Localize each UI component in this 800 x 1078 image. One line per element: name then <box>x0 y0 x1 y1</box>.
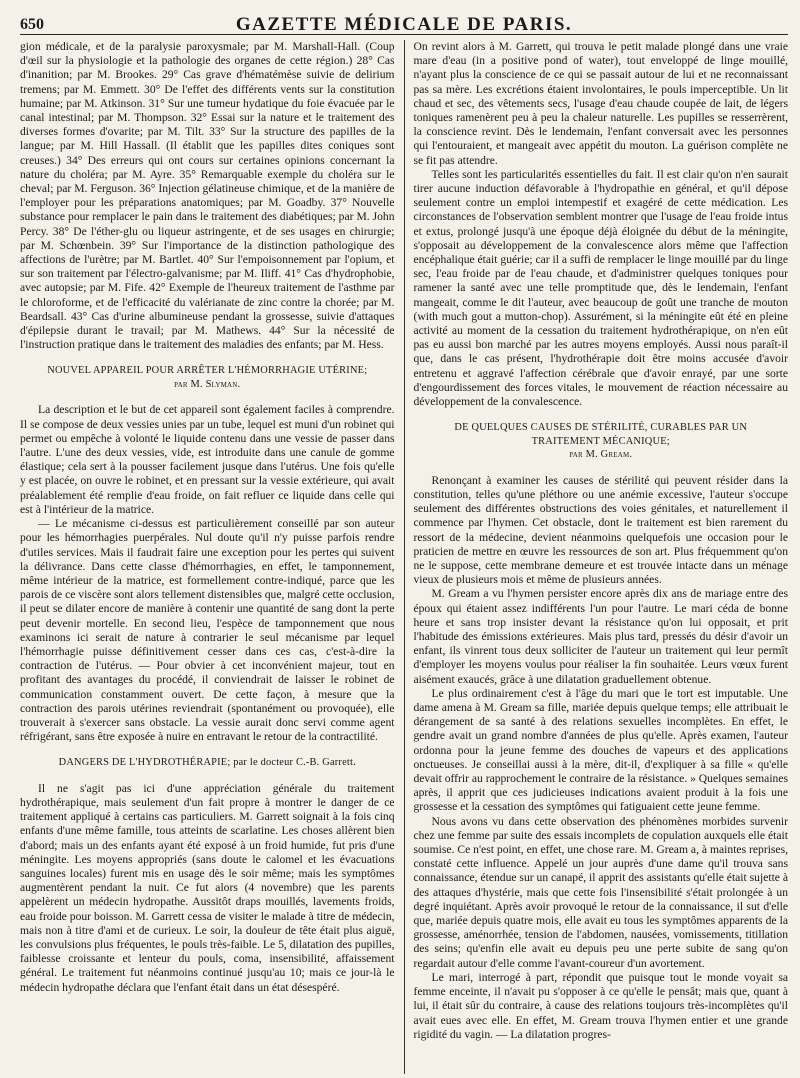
paragraph: Renonçant à examiner les causes de stérilité qui peuvent résider dans la constitution, telles qu'une pléthore ou une anémie excessive, l'auteur s'occupe seulement des différentes obstructions des voies génitales, et naturellement il commence par l'hymen. Cet obstacle, dont le traitement est bien rarement du ressort de la médecine, devient néanmoins quelquefois une occasion pour le praticien de mettre en œuvre les ressources de son art. Plus fréquemment qu'on ne le suppose, cette membrane demeure et est trouvée intacte dans un ménage vieux de plusieurs mois et même de plusieurs années. <box>413 473 788 587</box>
paragraph: La description et le but de cet appareil sont également faciles à comprendre. Il se compose de deux vessies unies par un tube, lequel est muni d'un robinet qui permet ou empêche à volonté le liquide contenu dans une vessie de passer dans l'autre. L'une des deux vessies, vide, est introduite dans une canule de gomme élastique; cela sert à la pousser facilement jusque dans l'utérus. Une fois qu'elle y est placée, on ouvre le robinet, et en pressant sur la vessie extérieure, qui avait préalablement été remplie d'eau froide, on fait refluer ce liquide dans celle qui est à l'intérieur de la matrice. <box>20 403 395 516</box>
paragraph: On revint alors à M. Garrett, qui trouva le petit malade plongé dans une vraie mare d'eau (in a positive pond of water), tout enveloppé de linge mouillé, n'ayant plus la conscience de ce qui se passait autour de lui et ne reconnaissant pas sa mère. Les excrétions étaient involontaires, le pouls imperceptible. Un lit chaud et sec, des vêtements secs, l'usage d'eau chaude coupée de lait, de légers toniques ramenèrent peu à peu la chaleur naturelle. Les pupilles se resserrèrent, la conscience revint. Dès le lendemain, l'enfant conversait avec les personnes qui l'entouraient, et mangeait avec appétit du mouton. La guérison complète ne se fit pas attendre. <box>413 40 788 167</box>
paragraph: — Le mécanisme ci-dessus est particulièrement conseillé par son auteur pour les hémorrhagies puerpérales. Nul doute qu'il n'y puisse parfois rendre d'utiles services. Mais il faudrait faire une exception pour les pertes qui suivent la délivrance. Dans cette classe d'hémorrhagies, en effet, le tamponnement, même intérieur de la matrice, est formellement contre-indiqué, parce que les parois de ce viscère sont alors tellement distensibles que, malgré cette occlusion, il peut se dilater encore de manière à contenir une quantité de sang dont la perte peut devenir mortelle. En second lieu, l'espèce de tamponnement que nous examinons ici serait de nature à contrarier le seul mécanisme par lequel l'hémorrhagie puisse définitivement cesser dans ces cas, c'est-à-dire la contraction de l'utérus. — Pour obvier à cet inconvénient majeur, tout en profitant des avantages du procédé, il conviendrait de laisser le robinet de communication constamment ouvert. De cette façon, à mesure que la contraction des parois utérines reviendrait (spontanément ou provoquée), elle trouverait à s'exercer sans obstacle. La vessie aurait donc servi comme agent réfrigérant, sans être exposée à nuire en entravant le retour de la contractilité. <box>20 517 395 744</box>
article-author: par M. Gream. <box>569 449 633 461</box>
paragraph: Le plus ordinairement c'est à l'âge du mari que le tort est imputable. Une dame amena à M. Gream sa fille, mariée depuis quelque temps; elle attribuait le dérangement de sa santé à des relations sexuelles incomplètes. En effet, le gendre avait un grand nombre d'années de plus qu'elle. Après examen, l'auteur ordonna pour la jeune femme des douches de vapeurs et des applications onctueuses. Je conseillai aussi à la mère, dit-il, d'expliquer à sa fille « qu'elle devait offrir au rapprochement le contraire de la résistance. » Quelques semaines après, il apprit que ces judicieuses indications avaient produit à la fois une grossesse et la cessation des symptômes qui fatiguaient cette jeune femme. <box>413 686 788 814</box>
article-title-hydrotherapy: DANGERS DE L'HYDROTHÉRAPIE; par le docteur C.-B. Garrett. <box>58 757 356 769</box>
paragraph: Telles sont les particularités essentielles du fait. Il est clair qu'on n'en saurait tirer aucune induction défavorable à l'hydropathie en général, et qu'il dépose seulement contre un emploi intempestif et exagéré de cette médication. Les circonstances de l'observation semblent montrer que l'usage de l'eau froide intus et extus, prolongé jusqu'à une époque déjà éloignée du début de la méningite, s'opposait au développement de la convalescence alors même que l'affection encéphalique était guérie; car il a suffi de remplacer le linge mouillé par du linge sec, l'eau froide par de l'eau chaude, et d'administrer quelques toniques pour ramener la santé avec une telle promptitude que, dès le lendemain, l'enfant mangeait, comme le dit l'auteur, avec beaucoup de goût une tranche de mouton (with much gout a mutton-chop). Assurément, si la méningite eût été en pleine activité au moment de la cessation du traitement hydrothérapique, on n'en eût pas eu aussi bon marché par les autres moyens employés. Aussi nous paraît-il que, dans le cas présent, l'hydrothérapie doit être moins accusée d'avoir entretenu et aggravé l'affection cérébrale que d'avoir enrayé, par une sorte d'engourdissement des forces vitales, le mouvement de réaction nécessaire au développement de la convalescence. <box>413 167 788 409</box>
running-title: GAZETTE MÉDICALE DE PARIS. <box>235 14 573 35</box>
article-title-text: NOUVEL APPAREIL POUR ARRÊTER L'HÉMORRHAGIE UTÉRINE; <box>47 365 368 377</box>
page-number: 650 <box>20 16 44 33</box>
page-header <box>20 6 788 35</box>
text-columns <box>20 40 788 1074</box>
paragraph: Il ne s'agit pas ici d'une appréciation générale du traitement hydrothérapique, mais seulement d'un fait propre à montrer le danger de ce traitement appliqué à certains cas particuliers. M. Garrett soignait à la fois cinq enfants d'une même famille, tous atteints de scarlatine. Les choses allèrent bien d'abord; mais un des enfants ayant été exposé à un froid humide, fut pris d'une méningite. Les moyens appropriés (sans doute le calomel et les évacuations sanguines locales) furent mis en usage dès le soir même; mais les symptômes augmentèrent pendant la nuit. Ce fut alors (4 novembre) que les parents appelèrent un médecin hydropathe. Aussitôt draps mouillés, lavements froids, eau froide pour boisson. M. Garrett cessa de visiter le malade à titre de médecin, mais non à titre d'ami et de curieux. Le soir, la douleur de tête était plus aiguë, les convulsions plus fréquentes, le pouls très-faible. Le 5, dilatation des pupilles, faiblesse croissante et lenteur du pouls, coma, insensibilité, affaissement général. Le traitement fut néanmoins continué jusqu'au 10; mais ce jour-là le médecin hydropathe déclara que l'enfant était dans un état désespéré. <box>20 781 395 994</box>
left-column <box>20 40 395 1074</box>
article-title-text: DE QUELQUES CAUSES DE STÉRILITÉ, CURABLES PAR UN TRAITEMENT MÉCANIQUE; <box>454 422 748 447</box>
paragraph: M. Gream a vu l'hymen persister encore après dix ans de mariage entre des époux qui étaient assez indifférents l'un pour l'autre. Le mari céda de bonne heure et sans trop insister devant la résistance qu'on lui opposait, et prit l'habitude des émissions extérieures. Mais plus tard, pressés du désir d'avoir un enfant, ils vinrent tous deux solliciter de l'auteur un traitement qui leur permît d'employer les moyens voulus pour réaliser la fin souhaitée. Leurs vœux furent aisément exaucés, grâce à une dilatation graduellement obtenue. <box>413 587 788 686</box>
article-author: par M. Slyman. <box>174 378 241 390</box>
column-divider <box>404 40 405 1074</box>
article-title-sterility <box>423 421 778 462</box>
paragraph: Le mari, interrogé à part, répondit que puisque tout le monde voyait sa femme enceinte, il n'avait pu s'opposer à ce qu'elle le pensât; mais que, quant à lui, il était sûr du contraire, à cause des relations toujours très-incomplètes qu'il avait eues avec elle. En effet, M. Gream trouva l'hymen entier et une grande rigidité du vagin. — La dilatation progres- <box>413 970 788 1041</box>
paragraph-list-of-papers: gion médicale, et de la paralysie paroxysmale; par M. Marshall-Hall. (Coup d'œil sur la physiologie et la pathologie des organes de cette région.) 28° Cas d'inanition; par M. Brookes. 29° Cas grave d'hématémèse suivie de delirium tremens; par M. Emmett. 30° De l'effet des différents vents sur la constitution humaine; par M. Atkinson. 31° Sur une tumeur hydatique du foie évacuée par le canal intestinal; par M. Thompson. 32° Essai sur la nature et le traitement des diverses formes d'ovarite; par M. Tilt. 33° Sur la structure des papilles de la langue; par M. Hill Hassall. (Il établit que les papilles dites coniques sont creuses.) 34° Des erreurs qui ont cours sur certaines opinions concernant la nature du choléra; par M. Ayre. 35° Remarquable exemple du choléra sur le cheval; par M. Ferguson. 36° Injection gélatineuse chimique, et de la manière de l'employer pour les préparations anatomiques; par M. Goadby. 37° Nouvelle substance pour remplacer le pain dans le traitement des diabétiques; par M. John Percy. 38° De l'éther-glu ou liqueur astringente, et de ses usages en chirurgie; par M. Schœnbein. 39° Sur l'importance de la distinction pathologique des affections de l'urètre; par M. Bartlet. 40° Sur l'empoisonnement par l'opium, et sur son traitement par l'électro-galvanisme; par M. Iliff. 41° Cas d'hydrophobie, avec autopsie; par M. Fife. 42° Exemple de l'heureux traitement de l'asthme par le chloroforme, et de l'efficacité du valérianate de zinc contre la chorée; par M. Beardsall. 43° Cas d'urine albumineuse pendant la grossesse, suivie d'attaques d'épilepsie durant le travail; par M. Mathews. 44° Sur la nécessité de l'instruction pratique dans le traitement des maladies des enfants; par M. Hess. <box>20 40 395 352</box>
paragraph: Nous avons vu dans cette observation des phénomènes morbides survenir chez une femme par suite des essais incomplets de copulation auxquels elle était soumise. Ce n'est point, en effet, une chose rare. M. Gream a, à maintes reprises, constaté cette influence. Appelé un jour auprès d'une dame qu'il trouva sans connaissance, étendue sur un canapé, il apprit des assistants qu'elle était sujette à des attaques d'hystérie, mais que cette fois l'insensibilité s'était prolongée à un degré inquiétant. Après avoir provoqué le retour de la connaissance, il sut d'elle que, mariée depuis quatre mois, elle avait eu tous les symptômes apparents de la grossesse, aménorrhée, tension de l'abdomen, nausées, vomissements, titillation des seins; qu'enfin elle avait eu depuis peu une perte subite de sang qu'on regardait autour d'elle comme l'avant-coureur d'un avortement. <box>413 814 788 970</box>
right-column <box>413 40 788 1074</box>
article-title-uterine-hemorrhage <box>30 364 385 391</box>
